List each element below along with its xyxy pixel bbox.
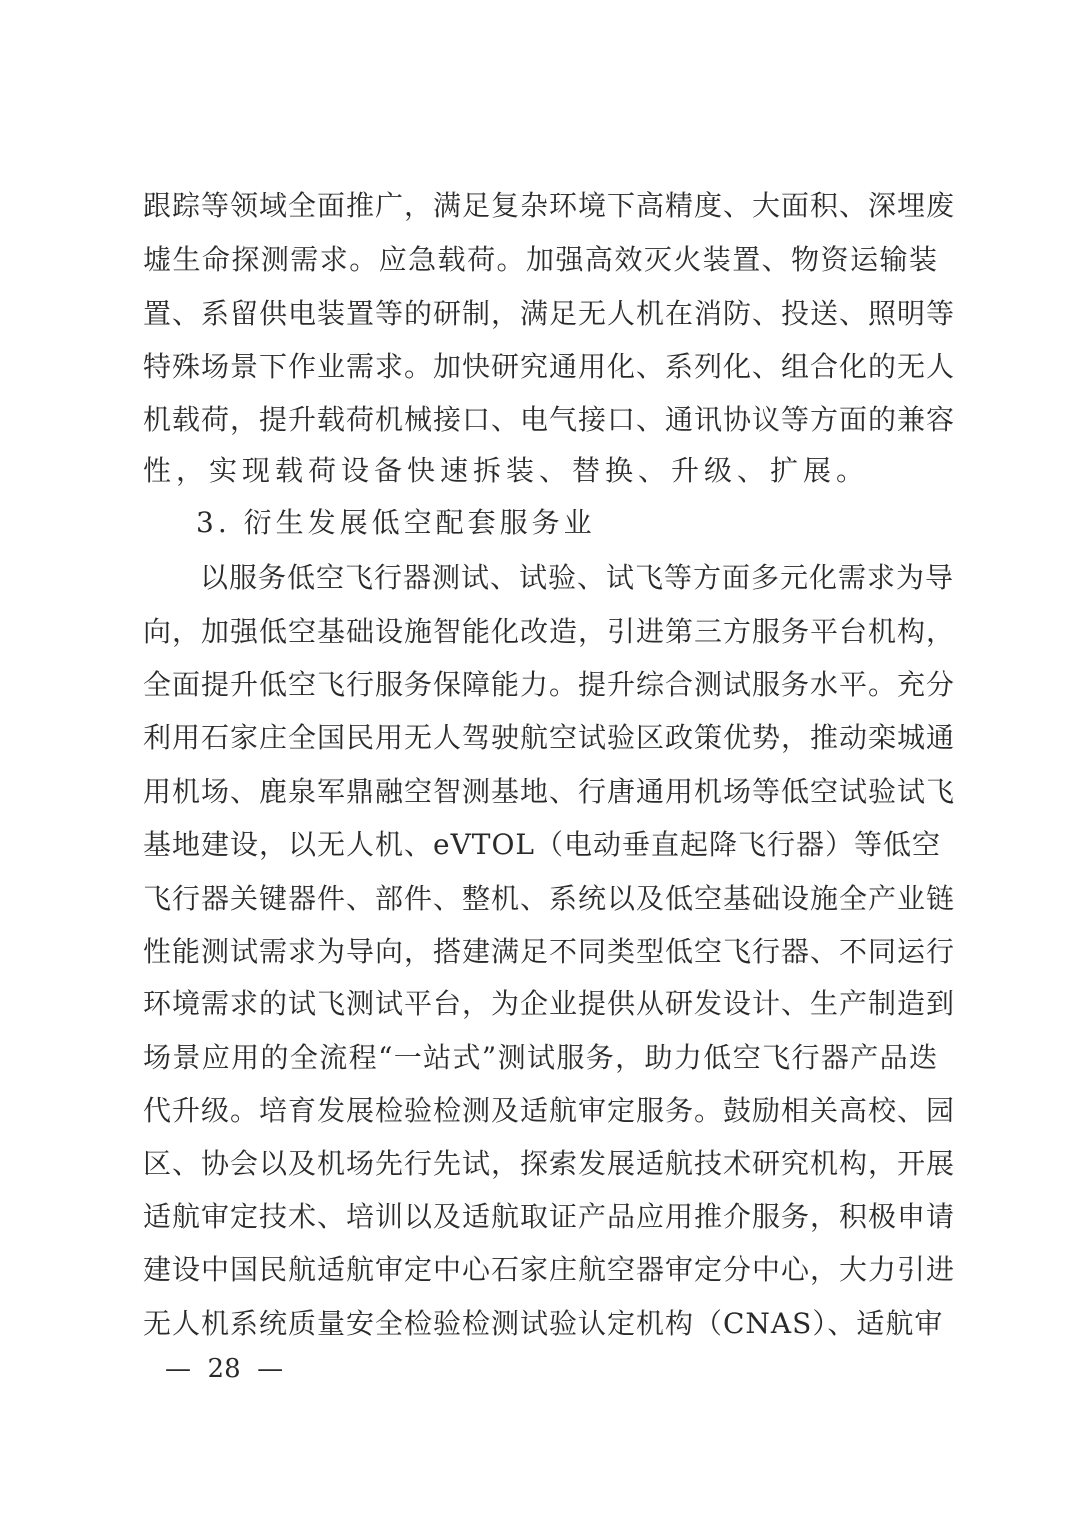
text-line: 机载荷，提升载荷机械接口、电气接口、通讯协议等方面的兼容 — [143, 403, 956, 436]
text-line: 基地建设，以无人机、eVTOL（电动垂直起降飞行器）等低空 — [143, 828, 942, 861]
page-number: — 28 — — [165, 1354, 284, 1384]
text-line: 用机场、鹿泉军鼎融空智测基地、行唐通用机场等低空试验试飞 — [143, 775, 956, 808]
paragraph-first-line: 以服务低空飞行器测试、试验、试飞等方面多元化需求为导 — [200, 561, 955, 594]
text-line: 环境需求的试飞测试平台，为企业提供从研发设计、生产制造到 — [143, 987, 956, 1020]
text-line: 飞行器关键器件、部件、整机、系统以及低空基础设施全产业链 — [143, 882, 956, 915]
text-line: 建设中国民航适航审定中心石家庄航空器审定分中心，大力引进 — [143, 1253, 956, 1286]
text-line: 利用石家庄全国民用无人驾驶航空试验区政策优势，推动栾城通 — [143, 721, 956, 754]
text-line: 性能测试需求为导向，搭建满足不同类型低空飞行器、不同运行 — [143, 935, 956, 968]
section-heading: 3. 衍生发展低空配套服务业 — [196, 506, 596, 539]
text-line: 置、系留供电装置等的研制，满足无人机在消防、投送、照明等 — [143, 297, 956, 330]
text-line: 无人机系统质量安全检验检测试验认定机构（CNAS）、适航审 — [143, 1307, 944, 1340]
text-line: 场景应用的全流程“一站式”测试服务，助力低空飞行器产品迭 — [143, 1041, 938, 1074]
text-line: 全面提升低空飞行服务保障能力。提升综合测试服务水平。充分 — [143, 668, 956, 701]
text-line: 区、协会以及机场先行先试，探索发展适航技术研究机构，开展 — [143, 1147, 956, 1180]
text-line: 适航审定技术、培训以及适航取证产品应用推介服务，积极申请 — [143, 1200, 956, 1233]
text-line: 向，加强低空基础设施智能化改造，引进第三方服务平台机构， — [143, 615, 956, 648]
text-line: 墟生命探测需求。应急载荷。加强高效灭火装置、物资运输装 — [143, 243, 938, 276]
text-line: 跟踪等领域全面推广，满足复杂环境下高精度、大面积、深埋废 — [143, 189, 956, 222]
text-line: 代升级。培育发展检验检测及适航审定服务。鼓励相关高校、园 — [143, 1094, 956, 1127]
text-line: 性，实现载荷设备快速拆装、替换、升级、扩展。 — [143, 454, 870, 487]
text-line: 特殊场景下作业需求。加快研究通用化、系列化、组合化的无人 — [143, 350, 956, 383]
